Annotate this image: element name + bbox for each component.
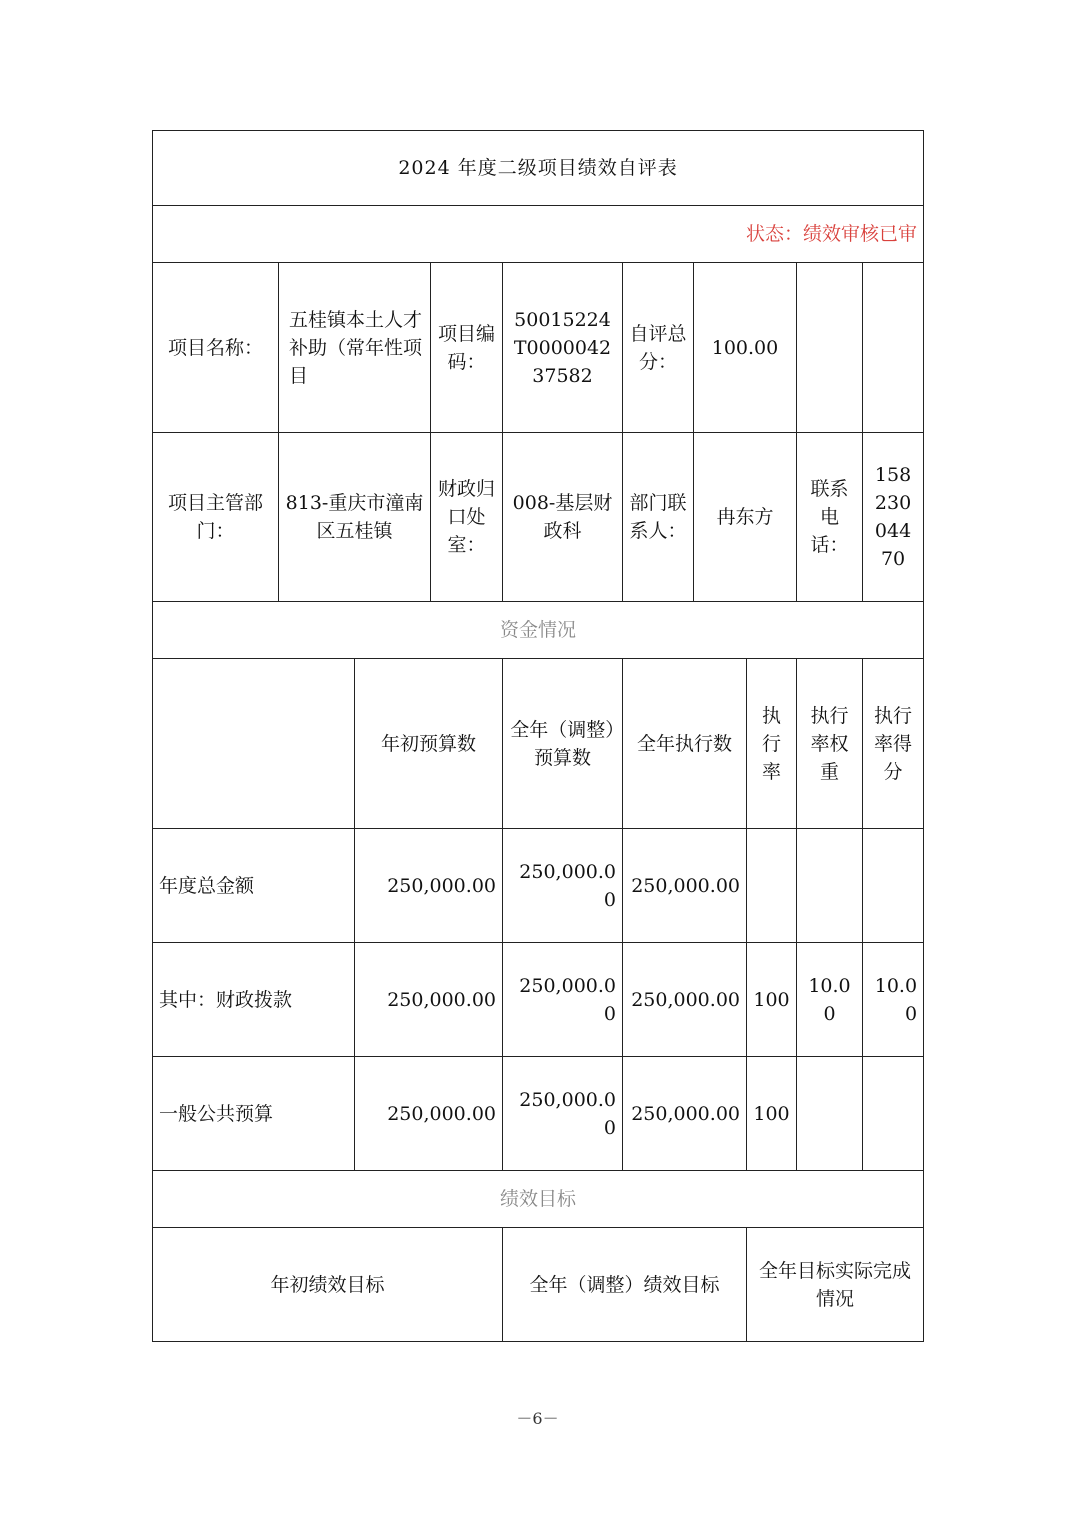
phone-label: 联系电话： (797, 433, 863, 602)
status-text: 状态：绩效审核已审 (153, 206, 924, 263)
exec-rate-cell: 100 (747, 943, 797, 1057)
row-label: 年度总金额 (153, 829, 355, 943)
executed-cell: 250,000.00 (623, 943, 747, 1057)
self-score-value: 100.00 (694, 263, 797, 433)
table-row (153, 829, 924, 943)
empty-cell (797, 263, 863, 433)
finance-office-value: 008-基层财政科 (503, 433, 623, 602)
page-number: －6－ (516, 1409, 559, 1428)
dept-value: 813-重庆市潼南区五桂镇 (279, 433, 431, 602)
dept-label: 项目主管部门： (153, 433, 279, 602)
funding-header-blank (153, 659, 355, 829)
header-goal-completion: 全年目标实际完成情况 (747, 1228, 924, 1342)
header-rate-weight: 执行率权重 (797, 659, 863, 829)
project-name-label: 项目名称： (153, 263, 279, 433)
funding-section-title: 资金情况 (153, 602, 924, 659)
header-initial-budget: 年初预算数 (355, 659, 503, 829)
initial-budget-cell: 250,000.00 (355, 1057, 503, 1171)
self-score-label: 自评总分： (623, 263, 694, 433)
empty-cell (863, 263, 924, 433)
goals-section-title: 绩效目标 (153, 1171, 924, 1228)
rate-weight-cell: 10.00 (797, 943, 863, 1057)
table-row (153, 1057, 924, 1171)
project-code-value: 50015224T000004237582 (503, 263, 623, 433)
project-code-label: 项目编码： (431, 263, 503, 433)
row-label: 其中：财政拨款 (153, 943, 355, 1057)
rate-weight-cell (797, 1057, 863, 1171)
header-adjusted-budget: 全年（调整）预算数 (503, 659, 623, 829)
performance-self-evaluation-table (152, 130, 924, 1342)
rate-score-cell: 10.00 (863, 943, 924, 1057)
initial-budget-cell: 250,000.00 (355, 829, 503, 943)
contact-label: 部门联系人： (623, 433, 694, 602)
exec-rate-cell: 100 (747, 1057, 797, 1171)
adjusted-budget-cell: 250,000.00 (503, 943, 623, 1057)
header-initial-goal: 年初绩效目标 (153, 1228, 503, 1342)
exec-rate-cell (747, 829, 797, 943)
adjusted-budget-cell: 250,000.00 (503, 1057, 623, 1171)
adjusted-budget-cell: 250,000.00 (503, 829, 623, 943)
finance-office-label: 财政归口处室： (431, 433, 503, 602)
header-exec-rate: 执行率 (747, 659, 797, 829)
header-adjusted-goal: 全年（调整）绩效目标 (503, 1228, 747, 1342)
phone-value: 15823004470 (863, 433, 924, 602)
project-name-value: 五桂镇本土人才补助（常年性项目 (279, 263, 431, 433)
rate-weight-cell (797, 829, 863, 943)
rate-score-cell (863, 1057, 924, 1171)
page-title: 2024 年度二级项目绩效自评表 (153, 131, 924, 206)
header-executed: 全年执行数 (623, 659, 747, 829)
initial-budget-cell: 250,000.00 (355, 943, 503, 1057)
executed-cell: 250,000.00 (623, 1057, 747, 1171)
row-label: 一般公共预算 (153, 1057, 355, 1171)
table-row (153, 943, 924, 1057)
executed-cell: 250,000.00 (623, 829, 747, 943)
contact-value: 冉东方 (694, 433, 797, 602)
rate-score-cell (863, 829, 924, 943)
header-rate-score: 执行率得分 (863, 659, 924, 829)
